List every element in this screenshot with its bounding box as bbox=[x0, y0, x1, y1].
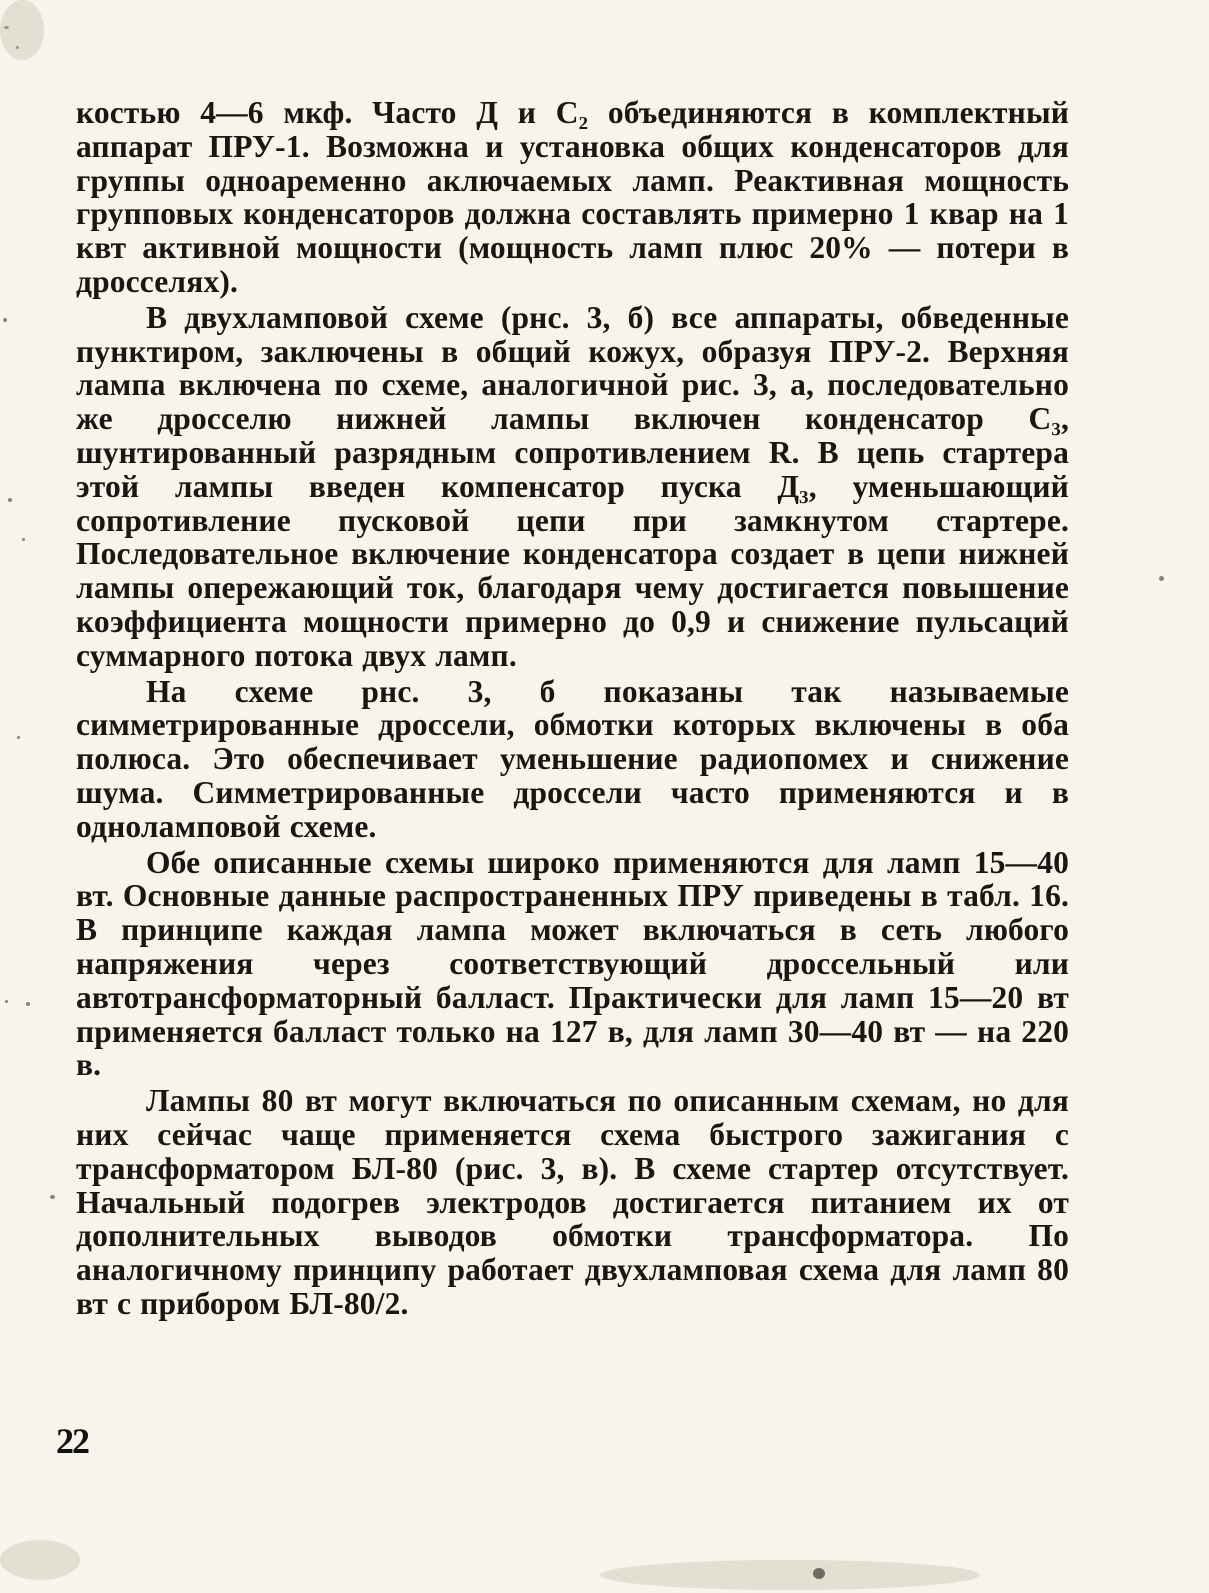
scan-speck bbox=[8, 498, 12, 502]
scan-speck bbox=[1159, 576, 1164, 581]
scan-smudge bbox=[600, 1560, 980, 1590]
scan-speck bbox=[17, 736, 20, 739]
scan-speck bbox=[22, 538, 25, 541]
paragraph-80w-lamps: Лампы 80 вт могут включаться по описанным схемам, но для них сейчас чаще применяется схема быстрого зажигания с трансформатором БЛ-80 (рис. 3, в). В схеме стартер отсутствует. Начальный подогрев электродов достигается питанием их от дополнительных выводов обмотки трансформатора. По аналогичному принципу работает двухламповая схема для ламп 80 вт с прибором БЛ-80/2. bbox=[76, 1083, 1069, 1321]
paragraph-lamp-ballasts: Обе описанные схемы широко применяются для ламп 15—40 вт. Основные данные распространенных ПРУ приведены в табл. 16. В принципе каждая лампа может включаться в сеть любого напряжения через соответствующий дроссельный или автотрансформаторный балласт. Практически для ламп 15—20 вт применяется балласт только на 127 в, для ламп 30—40 вт — на 220 в. bbox=[76, 844, 1069, 1083]
paragraph-continuation: костью 4—6 мкф. Часто Д и С₂ объединяются в комплектный аппарат ПРУ-1. Возможна и установка общих конденсаторов для группы одноаременно аключаемых ламп. Реактивная мощность групповых конденсаторов должна составлять примерно 1 квар на 1 квт активной мощности (мощность ламп плюс 20% — потери в дросселях). bbox=[76, 95, 1069, 299]
paragraph-symmetric-chokes: На схеме рнс. 3, б показаны так называемые симметрированные дроссели, обмотки которых включены в оба полюса. Это обеспечивает уменьшение радиопомех и снижение шума. Симметрированные дроссели часто применяются и в одноламповой схеме. bbox=[76, 673, 1069, 844]
paragraph-two-lamp-circuit: В двухламповой схеме (рнс. 3, б) все аппараты, обведенные пунктиром, заключены в общий кожух, образуя ПРУ-2. Верхняя лампа включена по схеме, аналогичной рис. 3, а, последовательно же дросселю нижней лампы включен конденсатор С₃, шунтированный разрядным сопротивлением R. В цепь стартера этой лампы введен компенсатор пуска Д₃, уменьшающий сопротивление пусковой цепи при замкнутом стартере. Последовательное включение конденсатора создает в цепи нижней лампы опережающий ток, благодаря чему достигается повышение коэффициента мощности примерно до 0,9 и снижение пульсаций суммарного потока двух ламп. bbox=[76, 299, 1069, 673]
scan-speck bbox=[5, 1000, 8, 1003]
page-number: 22 bbox=[56, 1421, 88, 1461]
body-text bbox=[76, 96, 1069, 1321]
scan-speck bbox=[26, 1002, 30, 1006]
scan-smudge bbox=[0, 0, 44, 60]
scan-speck bbox=[3, 318, 7, 322]
scan-speck bbox=[50, 1195, 55, 1199]
scan-smudge bbox=[0, 1540, 80, 1580]
